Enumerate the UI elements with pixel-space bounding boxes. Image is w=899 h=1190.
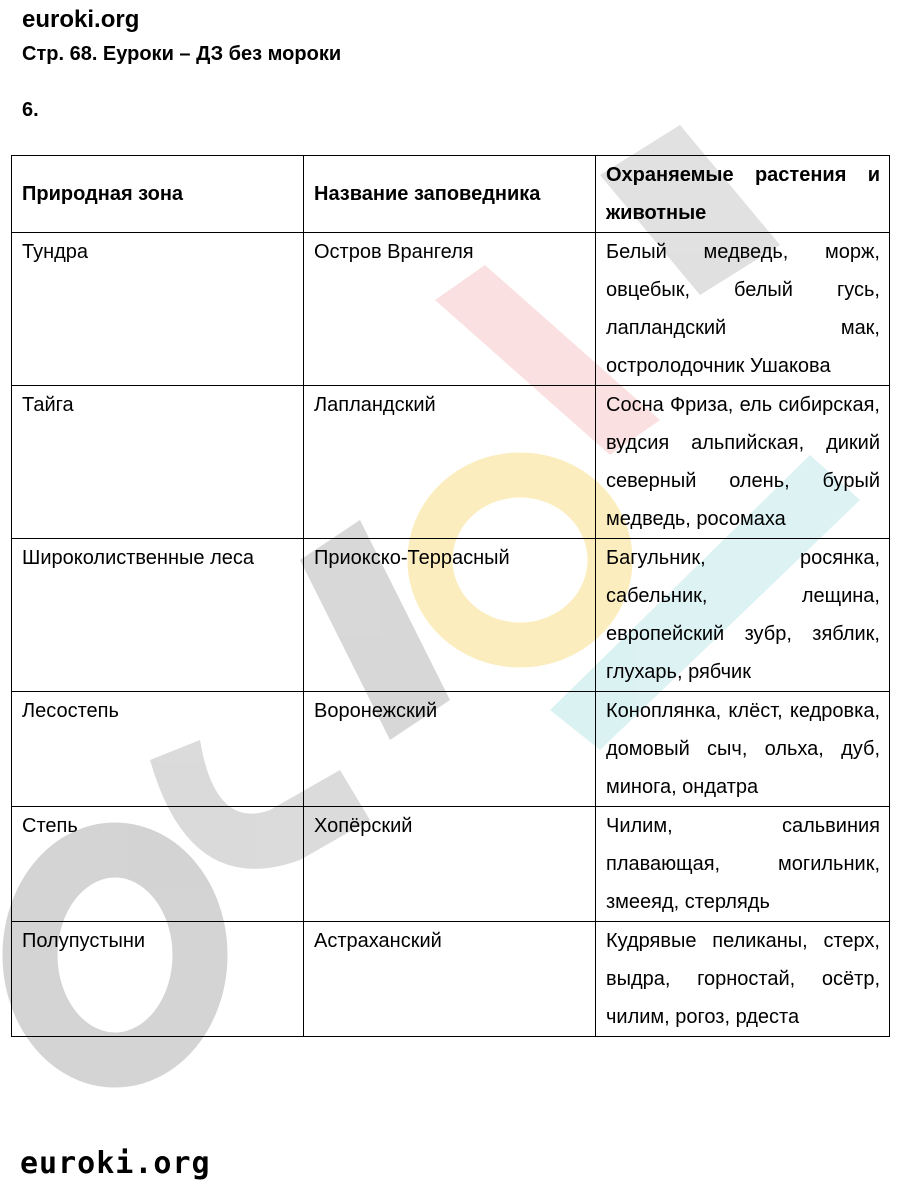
header-species: Охраняемые растения и животные (596, 156, 890, 233)
task-number: 6. (22, 99, 39, 121)
species-cell: Коноплянка, клёст, кедровка, домовый сыч, ольха, дуб, минога, ондатра (596, 692, 890, 807)
zone-cell: Тайга (12, 386, 304, 539)
reserve-cell: Астраханский (304, 922, 596, 1037)
table-row (12, 539, 890, 692)
species-cell: Кудрявые пеликаны, стерх, выдра, горностай, осётр, чилим, рогоз, рдеста (596, 922, 890, 1037)
zone-cell: Степь (12, 807, 304, 922)
reserve-cell: Приокско-Террасный (304, 539, 596, 692)
species-cell: Белый медведь, морж, овцебык, белый гусь, лапландский мак, остролодочник Ушакова (596, 233, 890, 386)
species-cell: Сосна Фриза, ель сибирская, вудсия альпийская, дикий северный олень, бурый медведь, росомаха (596, 386, 890, 539)
reserve-cell: Воронежский (304, 692, 596, 807)
zone-cell: Лесостепь (12, 692, 304, 807)
reserve-cell: Остров Врангеля (304, 233, 596, 386)
reserves-table (11, 155, 890, 1037)
table-row (12, 386, 890, 539)
table-row (12, 692, 890, 807)
header-zone: Природная зона (12, 156, 304, 233)
header-reserve: Название заповедника (304, 156, 596, 233)
zone-cell: Полупустыни (12, 922, 304, 1037)
zone-cell: Тундра (12, 233, 304, 386)
zone-cell: Широколиственные леса (12, 539, 304, 692)
reserve-cell: Хопёрский (304, 807, 596, 922)
reserve-cell: Лапландский (304, 386, 596, 539)
table-header-row (12, 156, 890, 233)
footer-site: euroki.org (20, 1146, 211, 1181)
table-row (12, 922, 890, 1037)
species-cell: Багульник, росянка, сабельник, лещина, европейский зубр, зяблик, глухарь, рябчик (596, 539, 890, 692)
site-title: euroki.org (22, 6, 140, 33)
table-row (12, 807, 890, 922)
page-subtitle: Стр. 68. Еуроки – ДЗ без мороки (22, 43, 342, 65)
table-row (12, 233, 890, 386)
species-cell: Чилим, сальвиния плавающая, могильник, змееяд, стерлядь (596, 807, 890, 922)
